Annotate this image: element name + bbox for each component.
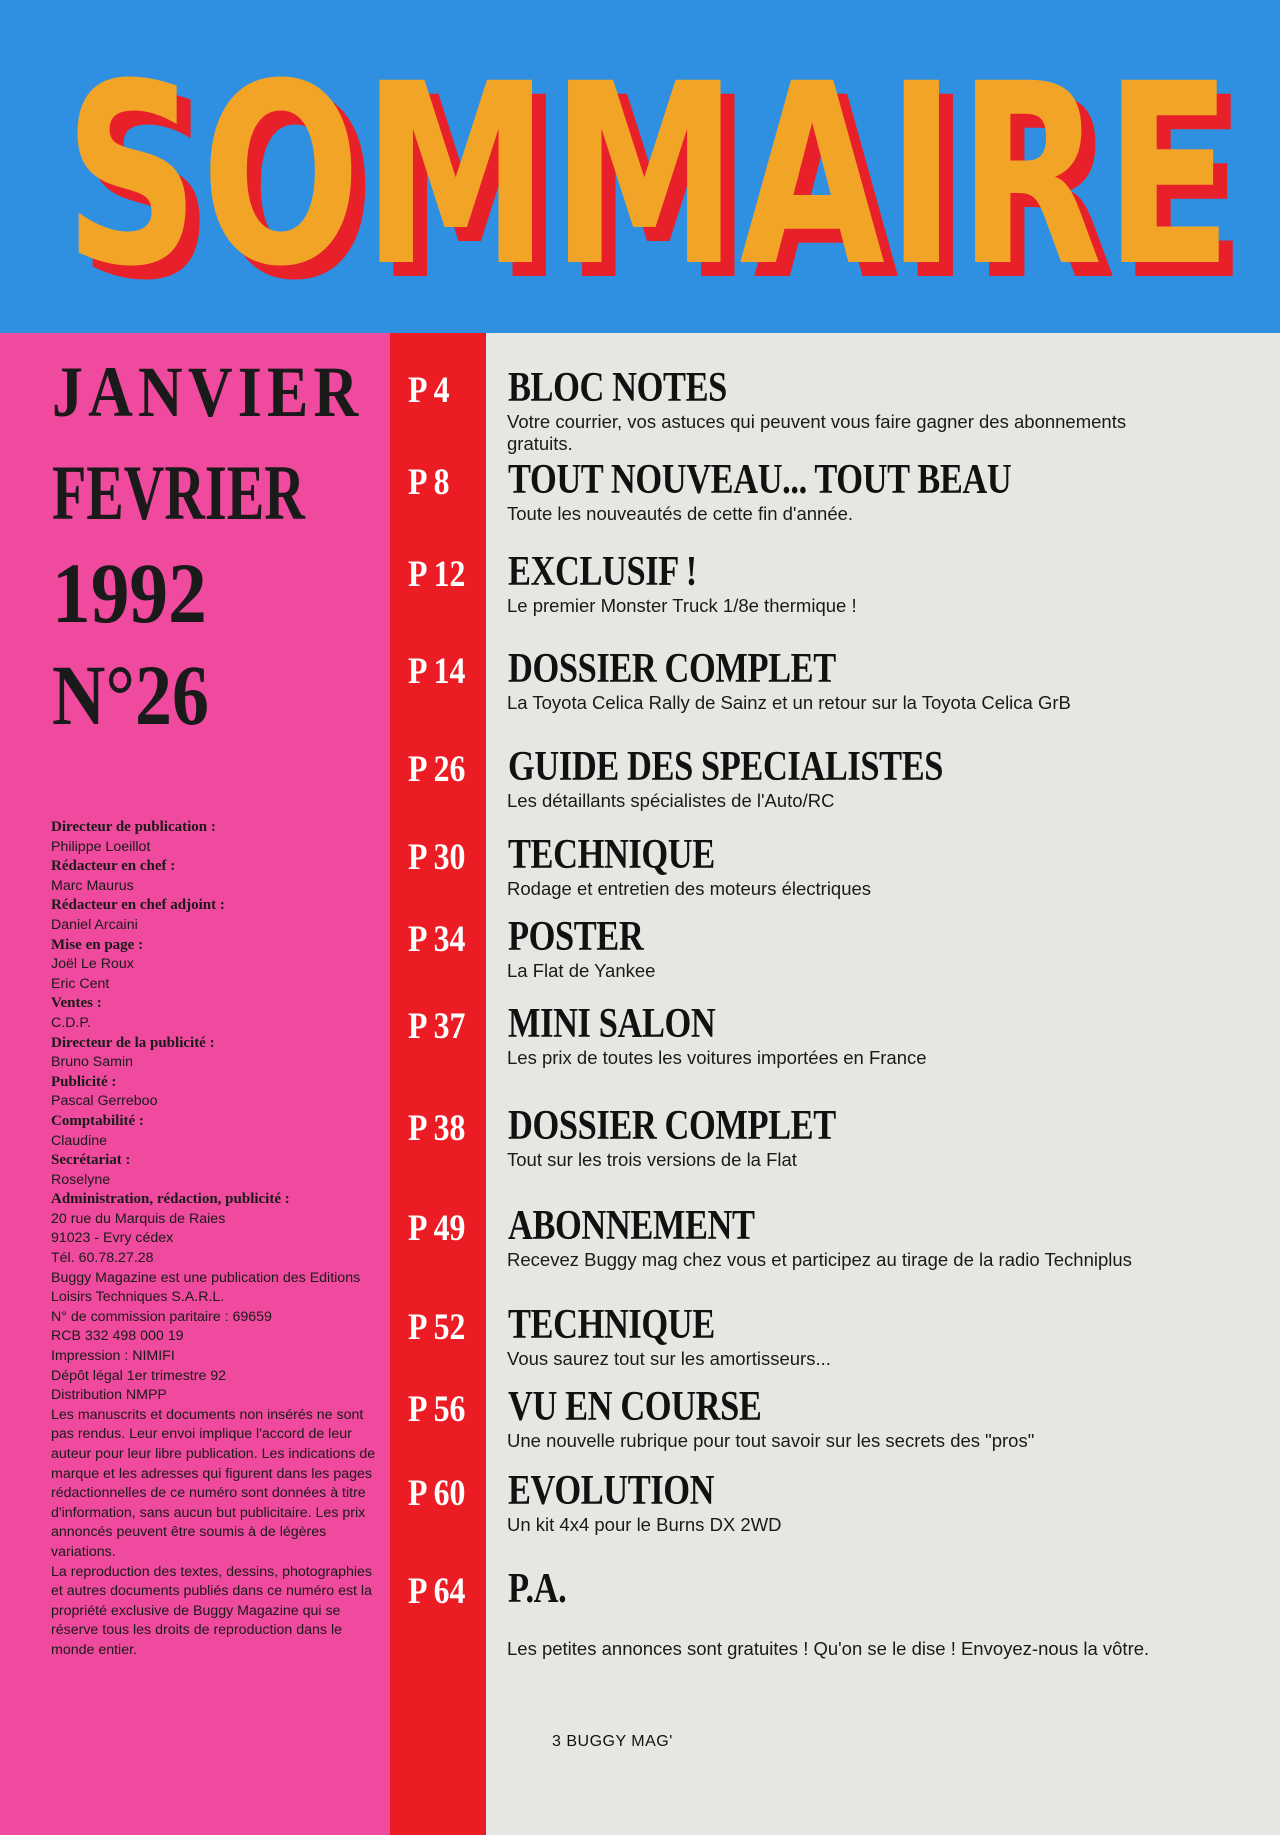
toc-description: Toute les nouveautés de cette fin d'année. [507, 503, 854, 524]
masthead-name: Claudine [51, 1132, 108, 1149]
toc-description: Un kit 4x4 pour le Burns DX 2WD [507, 1514, 782, 1535]
toc-title: DOSSIER COMPLET [508, 646, 836, 692]
toc-description: Le premier Monster Truck 1/8e thermique ! [507, 595, 857, 616]
masthead-role: Rédacteur en chef adjoint : [51, 897, 225, 914]
page-title: SOMMAIRE [64, 30, 1234, 321]
toc-description: Les détaillants spécialistes de l'Auto/RC [507, 790, 835, 811]
masthead-text: 20 rue du Marquis de Raies [51, 1210, 226, 1227]
masthead-role: Publicité : [51, 1073, 117, 1090]
masthead-role: Directeur de la publicité : [51, 1034, 215, 1051]
masthead-text: Distribution NMPP [51, 1387, 167, 1404]
masthead-text: N° de commission paritaire : 69659 [51, 1308, 272, 1325]
toc-title: EXCLUSIF ! [508, 549, 697, 595]
toc-title: TOUT NOUVEAU... TOUT BEAU [508, 457, 1012, 503]
masthead-role: Ventes : [51, 995, 102, 1012]
masthead-name: Philippe Loeillot [51, 838, 151, 855]
page-footer: 3 BUGGY MAG' [552, 1733, 673, 1750]
masthead-name: C.D.P. [51, 1014, 91, 1031]
toc-title: VU EN COURSE [508, 1384, 762, 1430]
toc-description: La Toyota Celica Rally de Sainz et un retour sur la Toyota Celica GrB [507, 692, 1071, 713]
toc-title: GUIDE DES SPECIALISTES [508, 744, 944, 790]
toc-title: BLOC NOTES [508, 365, 727, 411]
masthead-name: Eric Cent [51, 975, 110, 992]
masthead-role: Directeur de publication : [51, 819, 216, 835]
toc-page-number: P 34 [408, 919, 466, 960]
toc-page-number: P 56 [408, 1389, 466, 1430]
toc-page-number: P 30 [408, 837, 466, 878]
masthead-name: Joël Le Roux [51, 956, 134, 973]
toc-title: POSTER [508, 914, 644, 960]
toc-page-number: P 60 [408, 1473, 466, 1514]
toc-description: Votre courrier, vos astuces qui peuvent vous faire gagner des abonnements gratuits. [507, 411, 1127, 454]
toc-title: TECHNIQUE [508, 1302, 715, 1348]
toc-title: ABONNEMENT [508, 1203, 755, 1249]
toc-page-number: P 52 [408, 1307, 466, 1348]
toc-page-number: P 14 [408, 651, 466, 692]
toc-title: MINI SALON [508, 1001, 716, 1047]
issue-number: N°26 [52, 647, 209, 743]
masthead-role: Mise en page : [51, 936, 144, 953]
masthead-role: Comptabilité : [51, 1112, 144, 1129]
toc-page-number: P 38 [408, 1108, 466, 1149]
toc-description: Les petites annonces sont gratuites ! Qu'on se le dise ! Envoyez-nous la vôtre. [507, 1638, 1150, 1659]
toc-page-number: P 64 [408, 1571, 466, 1612]
toc-page-number: P 8 [408, 462, 450, 503]
toc-page-number: P 26 [408, 749, 466, 790]
toc-description: Les prix de toutes les voitures importées en France [507, 1047, 927, 1068]
toc-page-number: P 37 [408, 1006, 466, 1047]
toc-page-number: P 12 [408, 554, 466, 595]
toc-description: Tout sur les trois versions de la Flat [507, 1149, 797, 1170]
toc-title: DOSSIER COMPLET [508, 1103, 836, 1149]
masthead-name: Bruno Samin [51, 1054, 134, 1071]
toc-page-number: P 49 [408, 1208, 466, 1249]
issue-month-1: JANVIER [52, 352, 364, 432]
toc-description: Rodage et entretien des moteurs électriques [507, 878, 872, 899]
toc-title: EVOLUTION [508, 1468, 715, 1514]
masthead-name: Pascal Gerreboo [51, 1093, 158, 1110]
masthead [51, 818, 386, 1661]
toc-page-number: P 4 [408, 370, 450, 411]
toc-title: P.A. [508, 1566, 567, 1612]
title-logo [0, 0, 1280, 333]
title-shadow: SOMMAIRE [78, 44, 1248, 333]
toc-title: TECHNIQUE [508, 832, 715, 878]
masthead-text: Les manuscrits et documents non insérés ne sont pas rendus. Leur envoi implique l'accord de leur auteur pour leur libre publication. Les indications de marque et les adresses qui figurent dans les pages rédactionnelles de ce numéro sont données à titre d'information, sans aucun but publicitaire. Les prix annoncés peuvent être soumis à de légères variations. [51, 1406, 376, 1560]
toc-description: Une nouvelle rubrique pour tout savoir sur les secrets des "pros" [507, 1430, 1035, 1451]
masthead-text: 91023 - Evry cédex [51, 1230, 174, 1247]
toc-description: Vous saurez tout sur les amortisseurs... [507, 1348, 831, 1369]
toc-description: Recevez Buggy mag chez vous et participez au tirage de la radio Techniplus [507, 1249, 1132, 1270]
masthead-text: Buggy Magazine est une publication des Editions Loisirs Techniques S.A.R.L. [51, 1269, 361, 1306]
toc-description: La Flat de Yankee [507, 960, 656, 981]
masthead-text: Dépôt légal 1er trimestre 92 [51, 1367, 227, 1384]
masthead-text: Tél. 60.78.27.28 [51, 1250, 154, 1267]
masthead-role: Secrétariat : [51, 1152, 131, 1169]
masthead-text: Impression : NIMIFI [51, 1348, 175, 1365]
masthead-text: La reproduction des textes, dessins, photographies et autres documents publiés dans ce numéro est la propriété exclusive de Buggy Magazine qui se réserve tous les droits de reproduction dans le monde entier. [51, 1563, 372, 1658]
issue-month-2: FEVRIER [52, 449, 305, 536]
masthead-role: Rédacteur en chef : [51, 858, 176, 875]
masthead-name: Marc Maurus [51, 877, 134, 894]
masthead-text: RCB 332 498 000 19 [51, 1328, 184, 1345]
masthead-name: Roselyne [51, 1171, 111, 1188]
issue-year: 1992 [52, 545, 207, 641]
masthead-role: Administration, rédaction, publicité : [51, 1191, 290, 1208]
masthead-name: Daniel Arcaini [51, 916, 138, 933]
header-banner [0, 0, 1280, 333]
